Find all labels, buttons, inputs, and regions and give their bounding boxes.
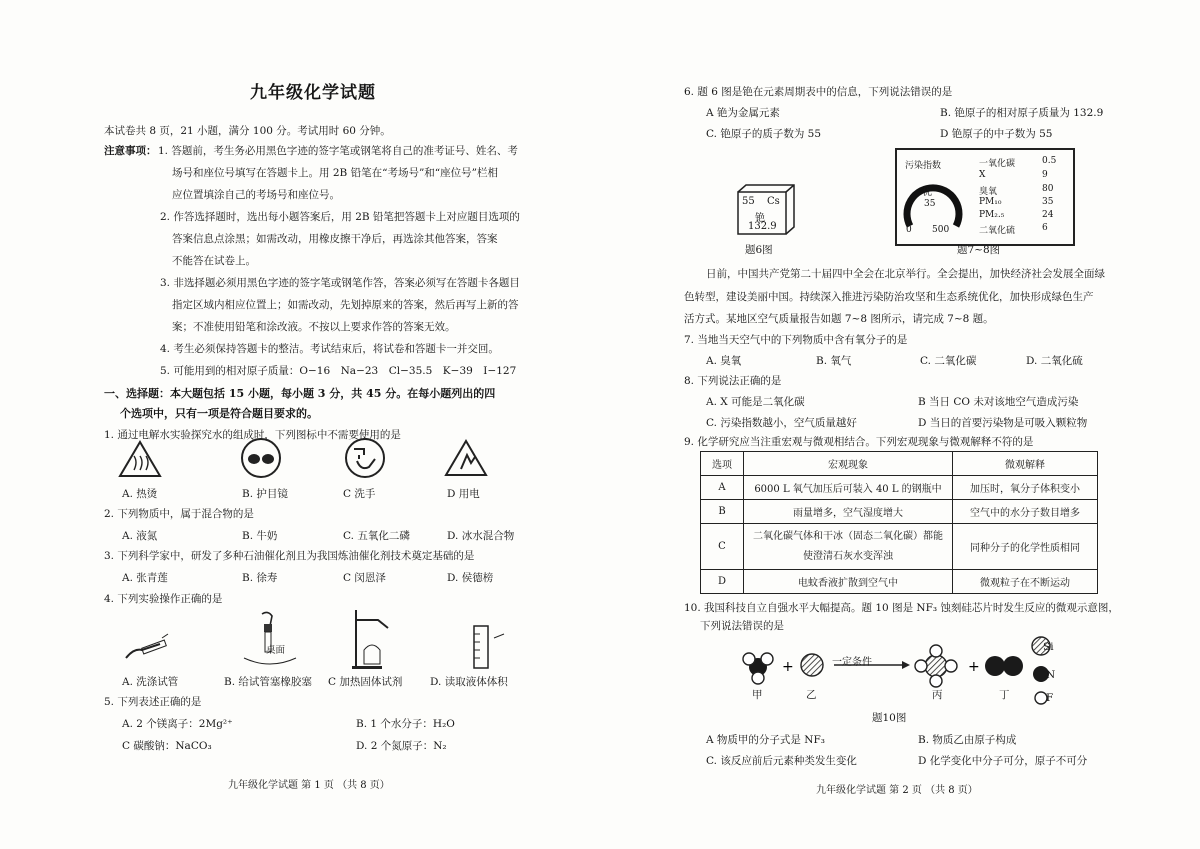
- cs-mass: 132.9: [748, 221, 777, 232]
- table-cell: 空气中的水分子数目增多: [953, 500, 1098, 524]
- aq-row-name: PM₁₀: [979, 197, 1002, 207]
- note-3: 3. 非选择题必须用黑色字迹的签字笔或钢笔作答，答案必须写在答题卡各题目: [160, 277, 520, 289]
- q10-option-b: B. 物质乙由原子构成: [918, 734, 1017, 746]
- aq-row-name: 二氧化硫: [979, 226, 1016, 236]
- question-5: 5. 下列表述正确的是: [104, 696, 202, 708]
- table-cell: 电蚊香液扩散到空气中: [744, 570, 953, 594]
- cs-atomic-number: 55: [742, 196, 755, 207]
- q1-option-b: B. 护目镜: [242, 488, 288, 500]
- molecule-label: 丁: [999, 689, 1010, 701]
- q7-option-d: D. 二氧化硫: [1026, 355, 1083, 367]
- context-paragraph-line3: 活方式。某地区空气质量报告如题 7~8 图所示，请完成 7~8 题。: [684, 313, 994, 325]
- q1-option-d: D 用电: [447, 488, 480, 500]
- legend-n: N: [1046, 669, 1056, 681]
- molecule-label: 甲: [752, 689, 763, 701]
- q3-option-a: A. 张青莲: [122, 572, 168, 584]
- page-title: 九年级化学试题: [250, 83, 376, 103]
- notes-label: 注意事项：: [104, 145, 157, 157]
- gauge-value: 35: [924, 199, 936, 209]
- hot-warning-icon: [118, 440, 162, 478]
- note-3-line2: 指定区域内相应位置上；如需改动，先划掉原来的答案，然后再写上新的答: [172, 299, 519, 311]
- question-8: 8. 下列说法正确的是: [684, 375, 782, 387]
- q3-option-b: B. 徐寿: [242, 572, 278, 584]
- table-cell: 加压时，氧分子体积变小: [953, 476, 1098, 500]
- reaction-diagram: [738, 640, 1058, 706]
- note-1-line3: 应位置填涂自己的考场号和座位号。: [172, 189, 340, 201]
- section-1-heading: 一、选择题：本大题包括 15 小题，每小题 3 分，共 45 分。在每小题列出的四: [104, 387, 496, 400]
- q3-option-c: C 闵恩泽: [343, 572, 386, 584]
- q2-option-b: B. 牛奶: [242, 530, 278, 542]
- goggles-icon: [240, 437, 282, 479]
- heating-drawing: [350, 606, 394, 670]
- q8-option-a: A. X 可能是二氧化碳: [706, 396, 805, 408]
- fig7-8-caption: 题7~8图: [957, 244, 1001, 256]
- question-7: 7. 当地当天空气中的下列物质中含有氧分子的是: [684, 334, 908, 346]
- q7-option-c: C. 二氧化碳: [920, 355, 977, 367]
- q4-option-b: B. 给试管塞橡胶塞: [224, 676, 312, 688]
- q2-option-c: C. 五氧化二磷: [343, 530, 410, 542]
- context-paragraph-line2: 色转型，建设美丽中国。持续深入推进污染防治攻坚和生态系统优化，加快形成绿色生产: [684, 291, 1094, 303]
- q3-option-d: D. 侯德榜: [447, 572, 494, 584]
- note-1-line2: 场号和座位号填写在答题卡上。用 2B 铅笔在“考场号”和“座位号”栏相: [172, 167, 499, 179]
- gauge-level: 优: [922, 187, 932, 198]
- wash-hands-icon: [344, 437, 386, 479]
- q5-option-c: C 碳酸钠：NaCO₃: [122, 740, 212, 752]
- question-1: 1. 通过电解水实验探究水的组成时，下列图标中不需要使用的是: [104, 429, 401, 441]
- question-3: 3. 下列科学家中，研发了多种石油催化剂且为我国炼油催化剂技术奠定基础的是: [104, 550, 475, 562]
- cylinder-drawing: [466, 624, 510, 670]
- table-cell: 二氧化碳气体和干冰（固态二氧化碳）都能使澄清石灰水变浑浊: [744, 524, 953, 570]
- q4-option-c: C 加热固体试剂: [328, 676, 403, 688]
- table-cell: D: [701, 570, 744, 594]
- q6-option-a: A 铯为金属元素: [706, 107, 780, 119]
- table-row: [701, 570, 1098, 594]
- table-cell: B: [701, 500, 744, 524]
- q6-option-c: C. 铯原子的质子数为 55: [706, 128, 822, 140]
- aq-row-value: 24: [1042, 210, 1054, 220]
- q8-option-d: D 当日的首要污染物是可吸入颗粒物: [918, 417, 1088, 429]
- q5-option-a: A. 2 个镁离子：2Mg²⁺: [122, 718, 233, 730]
- table-cell: 微观粒子在不断运动: [953, 570, 1098, 594]
- table-cell: 6000 L 氧气加压后可装入 40 L 的钢瓶中: [744, 476, 953, 500]
- table-cell: A: [701, 476, 744, 500]
- legend-f: F: [1046, 692, 1054, 704]
- table-header: 微观解释: [953, 452, 1098, 476]
- cs-name: 铯: [755, 213, 765, 224]
- svg-text:+: +: [968, 659, 980, 675]
- gauge-max: 500: [932, 225, 950, 235]
- desk-label: 桌面: [266, 645, 286, 656]
- gauge-label: 污染指数: [905, 161, 942, 171]
- question-6: 6. 题 6 图是铯在元素周期表中的信息，下列说法错误的是: [684, 86, 953, 98]
- table-row: [701, 524, 1098, 570]
- q7-option-b: B. 氧气: [816, 355, 852, 367]
- q10-option-c: C. 该反应前后元素种类发生变化: [706, 755, 857, 767]
- q10-option-d: D 化学变化中分子可分，原子不可分: [918, 755, 1088, 767]
- q1-option-a: A. 热烫: [122, 488, 158, 500]
- q6-option-b: B. 铯原子的相对原子质量为 132.9: [940, 107, 1104, 119]
- q2-option-d: D. 冰水混合物: [447, 530, 515, 542]
- q4-option-d: D. 读取液体体积: [430, 676, 508, 688]
- aq-row-value: 0.5: [1042, 156, 1057, 166]
- note-2: 2. 作答选择题时，选出每小题答案后，用 2B 铅笔把答题卡上对应题目选项的: [160, 211, 520, 223]
- q9-table: [700, 451, 1098, 594]
- svg-text:+: +: [782, 659, 794, 675]
- q4-option-a: A. 洗涤试管: [122, 676, 179, 688]
- reaction-condition: 一定条件: [832, 657, 872, 668]
- page-1-footer: 九年级化学试题 第 1 页 （共 8 页）: [228, 780, 390, 791]
- table-header: 选项: [701, 452, 744, 476]
- note-4: 4. 考生必须保持答题卡的整洁。考试结束后，将试卷和答题卡一并交回。: [160, 343, 499, 355]
- table-cell: C: [701, 524, 744, 570]
- q7-option-a: A. 臭氧: [706, 355, 742, 367]
- fig6-caption: 题6图: [745, 244, 773, 256]
- molecule-label: 乙: [806, 689, 817, 701]
- aq-row-name: 臭氧: [979, 187, 998, 197]
- aq-row-name: X: [979, 170, 986, 180]
- aq-row-name: 一氧化碳: [979, 159, 1016, 169]
- q10-option-a: A 物质甲的分子式是 NF₃: [706, 734, 825, 746]
- note-5: 5. 可能用到的相对原子质量：O−16 Na−23 Cl−35.5 K−39 I−127: [160, 365, 517, 377]
- table-cell: 同种分子的化学性质相同: [953, 524, 1098, 570]
- aq-row-value: 9: [1042, 170, 1048, 180]
- fig10-caption: 题10图: [872, 712, 907, 724]
- stopper-drawing: [240, 610, 300, 670]
- table-cell: 雨量增多，空气湿度增大: [744, 500, 953, 524]
- q5-option-d: D. 2 个氮原子：N₂: [356, 740, 447, 752]
- section-1-heading-line2: 个选项中，只有一项是符合题目要求的。: [120, 407, 318, 420]
- context-paragraph: 日前，中国共产党第二十届四中全会在北京举行。全会提出，加快经济社会发展全面绿: [706, 268, 1105, 280]
- legend-si: Si: [1043, 641, 1054, 653]
- cs-symbol: Cs: [767, 196, 780, 207]
- note-1: 1. 答题前，考生务必用黑色字迹的签字笔或钢笔将自己的准考证号、姓名、考: [158, 145, 518, 157]
- exam-intro: 本试卷共 8 页，21 小题，满分 100 分。考试用时 60 分钟。: [104, 125, 391, 137]
- page-2-footer: 九年级化学试题 第 2 页 （共 8 页）: [816, 785, 978, 796]
- question-2: 2. 下列物质中，属于混合物的是: [104, 508, 254, 520]
- molecule-label: 丙: [932, 689, 943, 701]
- question-4: 4. 下列实验操作正确的是: [104, 593, 223, 605]
- q2-option-a: A. 液氮: [122, 530, 158, 542]
- aq-row-value: 35: [1042, 197, 1054, 207]
- aq-row-name: PM₂.₅: [979, 210, 1005, 220]
- note-3-line3: 案；不准使用铅笔和涂改液。不按以上要求作答的答案无效。: [172, 321, 456, 333]
- question-10: 10. 我国科技自立自强水平大幅提高。题 10 图是 NF₃ 蚀刻硅芯片时发生反应的微观示意图，: [684, 602, 1119, 614]
- q8-option-c: C. 污染指数越小，空气质量越好: [706, 417, 857, 429]
- table-row: [701, 500, 1098, 524]
- q1-option-c: C 洗手: [343, 488, 376, 500]
- table-row: [701, 476, 1098, 500]
- aq-row-value: 80: [1042, 184, 1054, 194]
- question-9: 9. 化学研究应当注重宏观与微观相结合。下列宏观现象与微观解释不符的是: [684, 436, 1034, 448]
- aq-row-value: 6: [1042, 223, 1048, 233]
- wash-tube-drawing: [124, 628, 170, 668]
- note-2-line2: 答案信息点涂黑；如需改动，用橡皮擦干净后，再选涂其他答案，答案: [172, 233, 498, 245]
- q5-option-b: B. 1 个水分子：H₂O: [356, 718, 455, 730]
- gauge-min: 0: [906, 225, 912, 235]
- table-header: 宏观现象: [744, 452, 953, 476]
- note-2-line3: 不能答在试卷上。: [172, 255, 256, 267]
- q6-option-d: D 铯原子的中子数为 55: [940, 128, 1053, 140]
- question-10-line2: 下列说法错误的是: [700, 620, 784, 632]
- electricity-icon: [444, 439, 488, 477]
- q8-option-b: B 当日 CO 未对该地空气造成污染: [918, 396, 1079, 408]
